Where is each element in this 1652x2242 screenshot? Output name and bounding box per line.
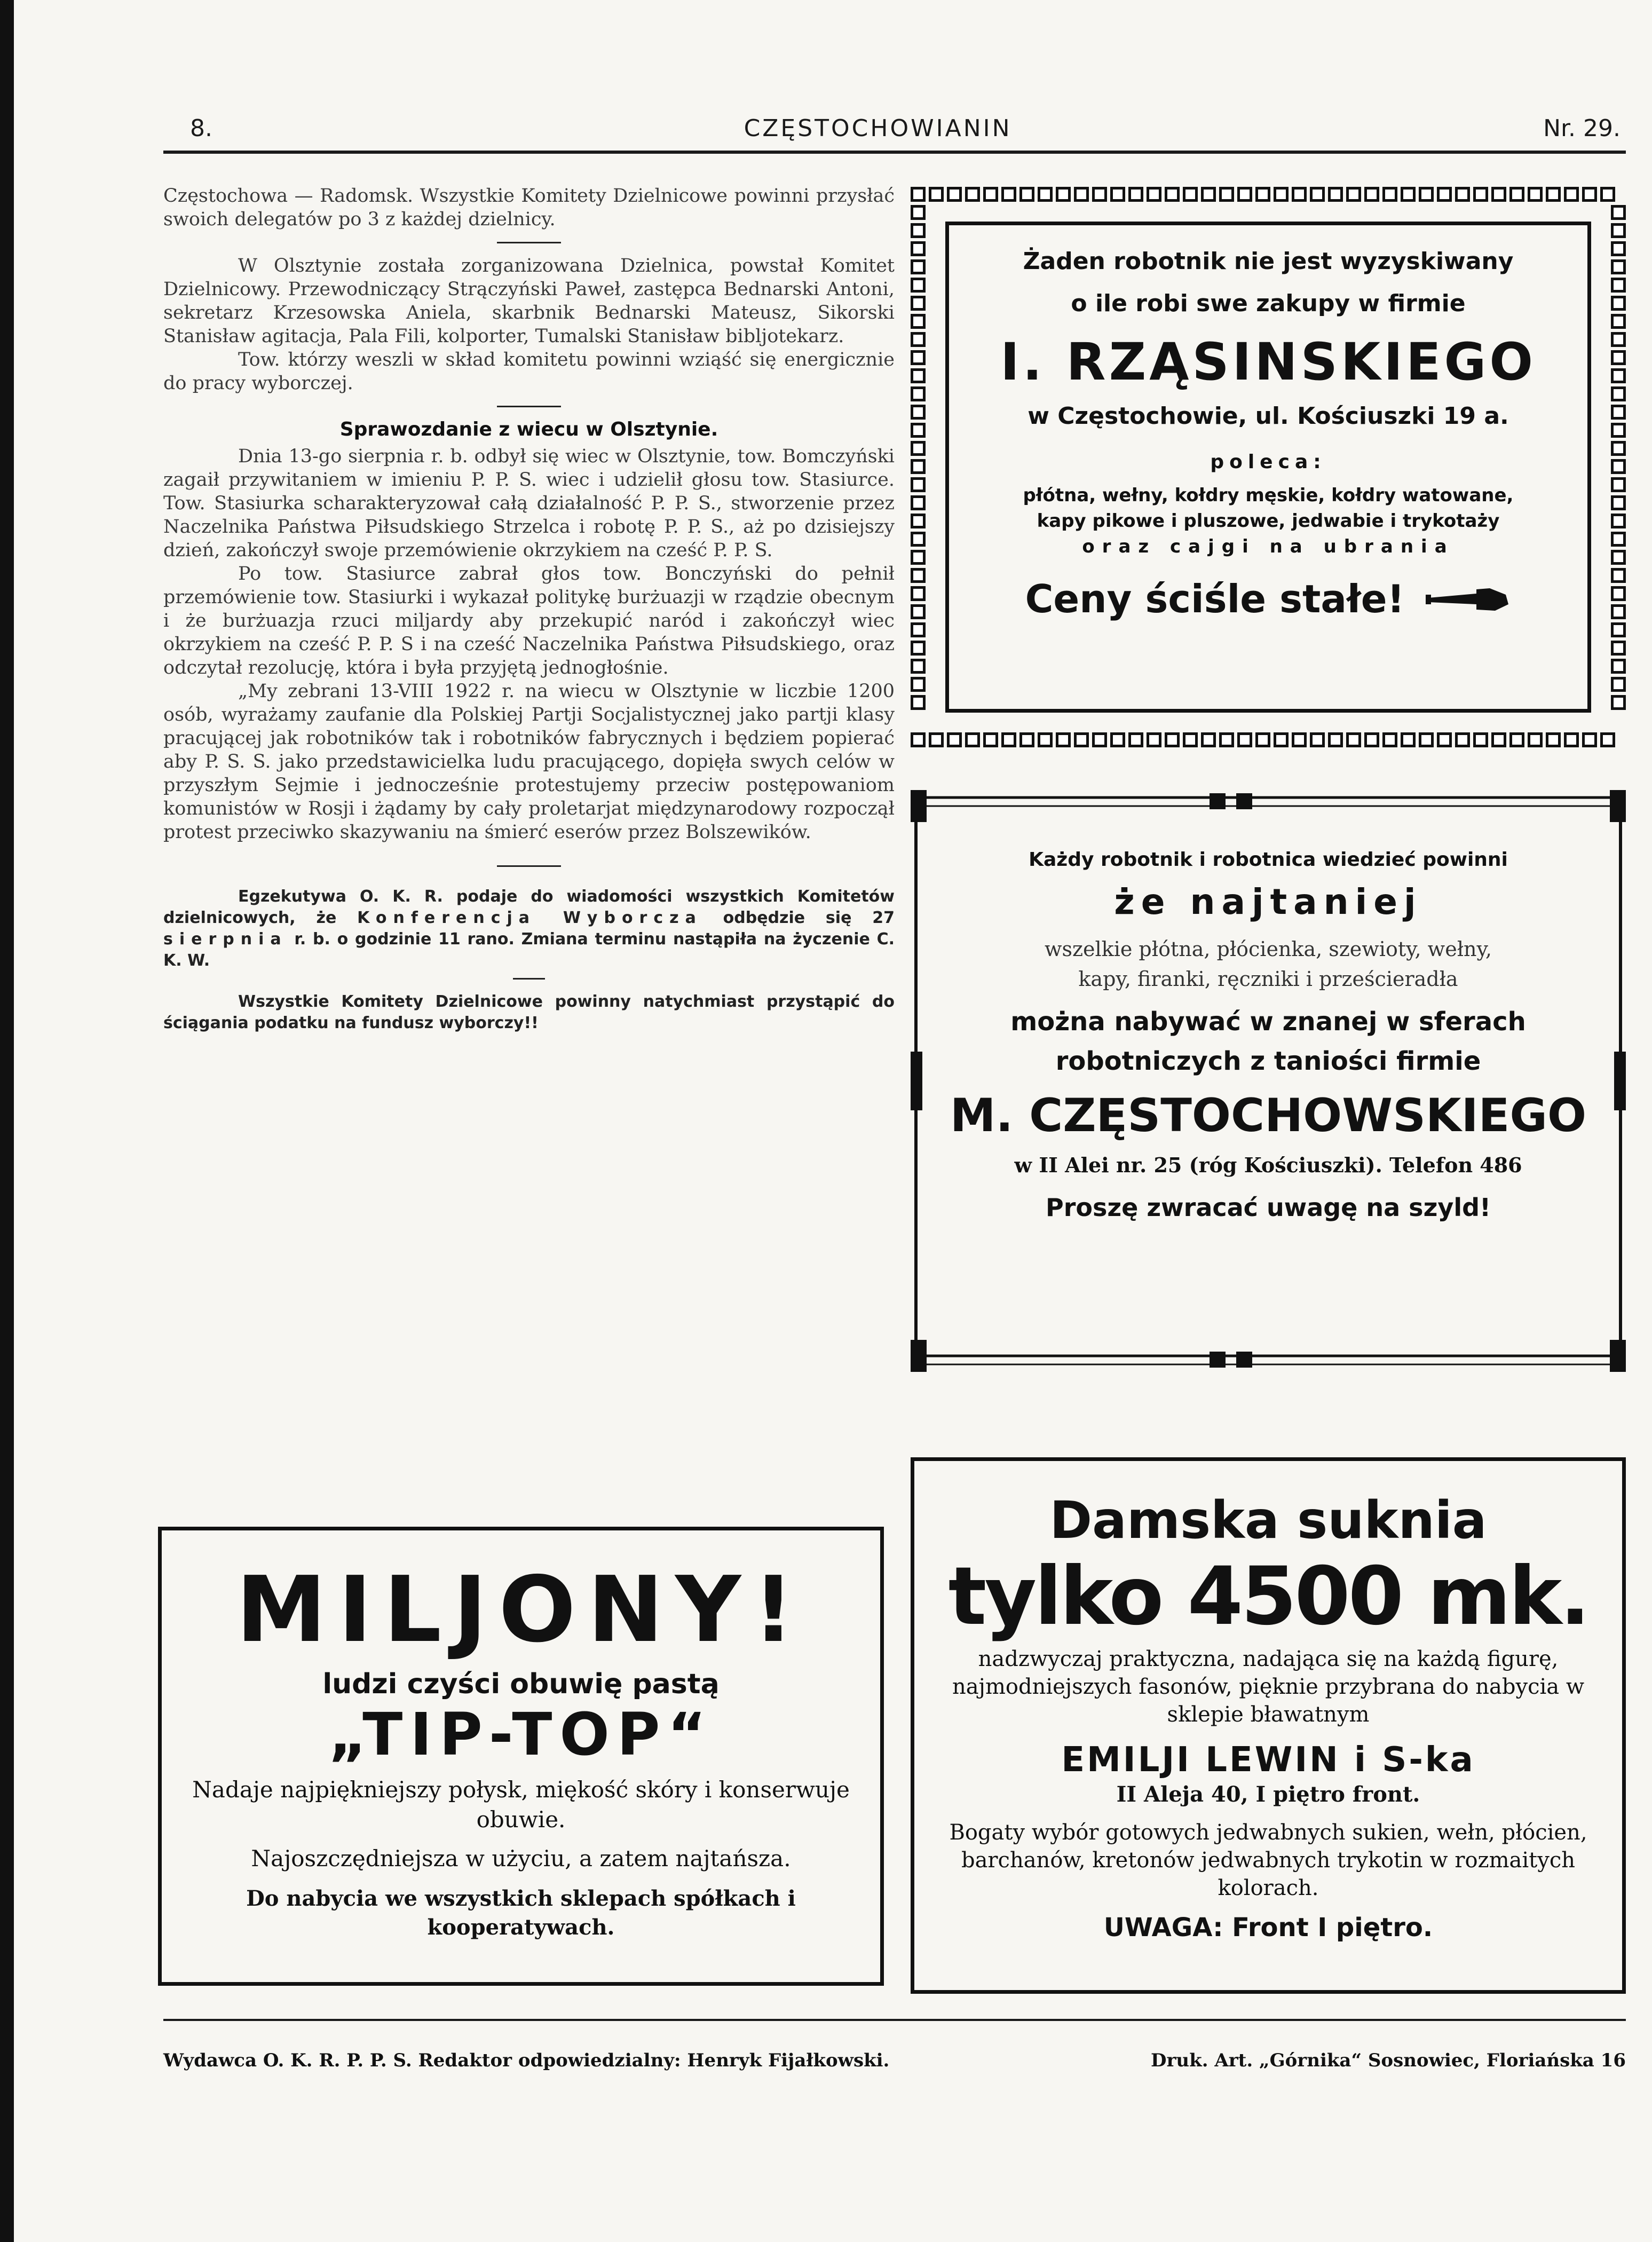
- ad-line: poleca:: [1210, 451, 1326, 473]
- chain-link: [1611, 568, 1626, 583]
- chain-link: [1110, 187, 1125, 202]
- chain-link: [911, 586, 926, 601]
- chain-link: [1473, 187, 1488, 202]
- chain-link: [1147, 187, 1161, 202]
- chain-link: [1611, 586, 1626, 601]
- chain-link: [1001, 187, 1016, 202]
- chain-link: [1611, 241, 1626, 256]
- chain-link: [1611, 459, 1626, 474]
- issue-number: Nr. 29.: [1543, 114, 1621, 142]
- ad-lewin: [911, 1457, 1626, 1994]
- chain-link: [1419, 732, 1434, 747]
- chain-link: [1019, 187, 1034, 202]
- chain-link: [1582, 187, 1597, 202]
- chain-link: [911, 677, 926, 692]
- chain-link: [911, 732, 926, 747]
- article-paragraph: W Olsztynie została zorganizowana Dzielnica, powstał Komitet Dzielnicowy. Przewodniczący Strączyński Paweł, zastępca Bednarski Antoni, sekretarz Krzesowska Aniela, skarbnik Bednarski Mateusz, Sikorski Stanisław agitacja, Pala Fili, kolporter, Tumalski Stanisław bibljotekarz.: [163, 255, 895, 347]
- brand-name: „TIP-TOP“: [328, 1700, 714, 1769]
- chain-link: [911, 659, 926, 674]
- chain-link: [1611, 495, 1626, 510]
- ad-line: Każdy robotnik i robotnica wiedzieć powinni: [1029, 849, 1508, 871]
- firm-address: w Częstochowie, ul. Kościuszki 19 a.: [1027, 402, 1509, 430]
- article-paragraph: Tow. którzy weszli w skład komitetu powinni wziąść się energicznie do pracy wyborczej.: [163, 349, 895, 394]
- ad-line: Proszę zwracać uwagę na szyld!: [1046, 1193, 1491, 1222]
- section-divider: [497, 865, 561, 867]
- chain-link: [1611, 259, 1626, 274]
- chain-link: [1437, 187, 1452, 202]
- footer-rule: [163, 2019, 1626, 2021]
- chain-link: [929, 732, 944, 747]
- ad-headline: MILJONY!: [236, 1557, 806, 1663]
- chain-link: [1255, 187, 1270, 202]
- ad-czestochowski-content: [943, 849, 1594, 1308]
- chain-link: [1364, 187, 1379, 202]
- ad-line: robotniczych z taniości firmie: [1055, 1046, 1481, 1076]
- ad-line: Żaden robotnik nie jest wyzyskiwany: [1023, 248, 1514, 275]
- ad-price: tylko 4500 mk.: [948, 1550, 1588, 1643]
- chain-link: [1564, 732, 1579, 747]
- chain-link: [911, 405, 926, 420]
- chain-link: [911, 205, 926, 220]
- ad-line: Najoszczędniejsza w użyciu, a zatem najtańsza.: [251, 1845, 791, 1872]
- chain-link: [1546, 187, 1561, 202]
- chain-link: [911, 259, 926, 274]
- chain-link: [1564, 187, 1579, 202]
- chain-link: [1237, 732, 1252, 747]
- chain-link: [1611, 532, 1626, 547]
- chain-link: [1165, 187, 1180, 202]
- ad-line: ludzi czyści obuwię pastą: [322, 1668, 720, 1700]
- chain-link: [1147, 732, 1161, 747]
- chain-link: [1056, 187, 1071, 202]
- chain-link: [1611, 296, 1626, 311]
- chain-link: [911, 278, 926, 293]
- chain-link: [1491, 732, 1506, 747]
- ad-rzasinski: [911, 187, 1626, 747]
- chain-link: [1128, 187, 1143, 202]
- chain-link: [911, 423, 926, 438]
- article-paragraph: Po tow. Stasiurce zabrał głos tow. Bonczyński do pełnił przemówienie tow. Stasiurki i wykazał politykę burżuazji w rządzie obecnym i że burżuazja rzuci miljardy aby przekupić naród i zakończył wiec okrzykiem na cześć P. P. S i na cześć Naczelnika Państwa Piłsudskiego, oraz odczytał rezolucję, która i była przyjętą jednogłośnie.: [163, 563, 895, 678]
- header-rule: [163, 151, 1626, 154]
- chain-link: [911, 368, 926, 383]
- printer-line: Druk. Art. „Górnika“ Sosnowiec, Floriańska 16: [1151, 2050, 1626, 2071]
- chain-link: [1310, 187, 1325, 202]
- ad-czestochowski: [911, 790, 1626, 1372]
- chain-link: [1611, 386, 1626, 401]
- chain-link: [983, 187, 998, 202]
- chain-link: [1582, 732, 1597, 747]
- chain-link: [1600, 732, 1615, 747]
- page-footer: [163, 2044, 1626, 2077]
- chain-link: [1201, 732, 1216, 747]
- ad-line: Bogaty wybór gotowych jedwabnych sukien, wełn, płócien, barchanów, kretonów jedwabnych trykotin w rozmaitych kolorach.: [949, 1820, 1587, 1900]
- chain-link: [1455, 732, 1470, 747]
- section-divider: [513, 978, 545, 980]
- chain-link: [1546, 732, 1561, 747]
- firm-name: M. CZĘSTOCHOWSKIEGO: [950, 1089, 1587, 1142]
- chain-link: [1274, 732, 1289, 747]
- chain-link: [1419, 187, 1434, 202]
- ad-line: kapy, firanki, ręczniki i prześcieradła: [1078, 967, 1458, 991]
- chain-link: [1328, 732, 1343, 747]
- notice-paragraph: Egzekutywa O. K. R. podaje do wiadomości wszystkich Komitetów dzielnicowych, że Konferencja Wyborcza odbędzie się 27 sierpnia r. b. o godzinie 11 rano. Zmiana terminu nastąpiła na życzenie C. K. W.: [163, 887, 895, 970]
- ad-tiptop: [158, 1527, 884, 1986]
- chain-link: [911, 223, 926, 238]
- article-column: [163, 184, 895, 1034]
- firm-address: w II Alei nr. 25 (róg Kościuszki). Telefon 486: [1014, 1153, 1522, 1177]
- chain-link: [1364, 732, 1379, 747]
- chain-link: [911, 514, 926, 528]
- chain-link: [1528, 732, 1543, 747]
- ornamental-border-left: [911, 205, 926, 710]
- chain-link: [1274, 187, 1289, 202]
- chain-link: [1401, 732, 1416, 747]
- chain-link: [965, 732, 980, 747]
- chain-link: [1310, 732, 1325, 747]
- chain-link: [1509, 187, 1524, 202]
- section-divider: [497, 406, 561, 407]
- chain-link: [1611, 695, 1626, 710]
- chain-link: [1056, 732, 1071, 747]
- resolution-paragraph: „My zebrani 13-VIII 1922 r. na wiecu w Olsztynie w liczbie 1200 osób, wyrażamy zaufanie dla Polskiej Partji Socjalistycznej jako partji klasy pracującej jak robotników tak i robotników fabrycznych i będziem popierać aby P. S. S. jako przedstawicielka ludu pracującego, dopięła swych celów w przyszłym Sejmie i jednocześnie protestujemy przeciw postępowaniom komunistów w Rosji i żądamy by cały proletarjat międzynarodowy rozpoczął protest przeciwko skazywaniu na śmierć eserów przez Bolszewików.: [163, 681, 895, 843]
- ad-line: Do nabycia we wszystkich sklepach spółkach i kooperatywach.: [246, 1886, 796, 1940]
- chain-link: [1611, 622, 1626, 637]
- ad-line: że najtaniej: [1114, 881, 1422, 922]
- chain-link: [1183, 732, 1198, 747]
- chain-link: [911, 441, 926, 456]
- chain-link: [911, 495, 926, 510]
- ornamental-border-bottom: [911, 732, 1615, 747]
- chain-link: [911, 695, 926, 710]
- chain-link: [1611, 223, 1626, 238]
- chain-link: [1074, 187, 1089, 202]
- chain-link: [1437, 732, 1452, 747]
- chain-link: [911, 241, 926, 256]
- ad-line: można nabywać w znanej w sferach: [1010, 1007, 1526, 1037]
- chain-link: [1219, 187, 1234, 202]
- chain-link: [1611, 677, 1626, 692]
- article-paragraph: Dnia 13-go sierpnia r. b. odbył się wiec w Olsztynie, tow. Bomczyński zagaił przywitaniem w imieniu P. P. S. wiec i udzielił głosu tow. Stasiurce. Tow. Stasiurka scharakteryzował całą działalność P. P. S., stworzenie przez Naczelnika Państwa Piłsudskiego Strzelca i robotę P. P. S., aż po dzisiejszy dzień, zakończył swoje przemówienie okrzykiem na cześć P. P. S.: [163, 446, 895, 561]
- goods-line: płótna, wełny, kołdry męskie, kołdry watowane,: [1023, 485, 1514, 506]
- chain-link: [1038, 187, 1053, 202]
- goods-line: kapy pikowe i pluszowe, jedwabie i trykotaży: [1037, 510, 1500, 532]
- ad-line: Nadaje najpiękniejszy połysk, miękość skóry i konserwuje obuwie.: [192, 1777, 850, 1833]
- chain-link: [911, 386, 926, 401]
- article-paragraph: Częstochowa — Radomsk. Wszystkie Komitety Dzielnicowe powinni przysłać swoich delegatów po 3 z każdej dzielnicy.: [163, 185, 895, 230]
- chain-link: [1219, 732, 1234, 747]
- publisher-line: Wydawca O. K. R. P. P. S. Redaktor odpowiedzialny: Henryk Fijałkowski.: [163, 2050, 890, 2071]
- ornamental-border-right: [1611, 205, 1626, 710]
- chain-link: [911, 296, 926, 311]
- ad-line: o ile robi swe zakupy w firmie: [1071, 290, 1466, 317]
- chain-link: [1074, 732, 1089, 747]
- chain-link: [911, 459, 926, 474]
- chain-link: [911, 568, 926, 583]
- chain-link: [1611, 641, 1626, 656]
- chain-link: [1611, 368, 1626, 383]
- chain-link: [1611, 604, 1626, 619]
- goods-line: oraz cajgi na ubrania: [1082, 536, 1455, 557]
- ad-notice: UWAGA: Front I piętro.: [1103, 1913, 1433, 1943]
- ad-headline: Damska suknia: [1049, 1490, 1487, 1550]
- section-divider: [497, 242, 561, 243]
- chain-link: [1292, 187, 1307, 202]
- chain-link: [1183, 187, 1198, 202]
- firm-address: II Aleja 40, I piętro front.: [1116, 1782, 1420, 1807]
- chain-link: [1600, 187, 1615, 202]
- chain-link: [1128, 732, 1143, 747]
- firm-name: EMILJI LEWIN i S-ka: [1061, 1740, 1475, 1780]
- chain-link: [911, 550, 926, 565]
- chain-link: [911, 350, 926, 365]
- chain-link: [1165, 732, 1180, 747]
- ad-line: nadzwyczaj praktyczna, nadająca się na każdą figurę, najmodniejszych fasonów, pięknie przybrana do nabycia w sklepie bławatnym: [952, 1647, 1585, 1727]
- chain-link: [1292, 732, 1307, 747]
- chain-link: [911, 604, 926, 619]
- prices-text: Ceny ściśle stałe!: [1025, 577, 1405, 621]
- chain-link: [1611, 205, 1626, 220]
- chain-link: [1473, 732, 1488, 747]
- chain-link: [947, 187, 962, 202]
- chain-link: [911, 332, 926, 347]
- chain-link: [1201, 187, 1216, 202]
- chain-link: [911, 641, 926, 656]
- ad-rzasinski-frame: [945, 222, 1591, 713]
- chain-link: [1611, 514, 1626, 528]
- chain-link: [911, 532, 926, 547]
- chain-link: [1491, 187, 1506, 202]
- ornamental-border-top: [911, 187, 1615, 202]
- chain-link: [983, 732, 998, 747]
- chain-link: [1528, 187, 1543, 202]
- chain-link: [1455, 187, 1470, 202]
- chain-link: [911, 314, 926, 329]
- chain-link: [1611, 405, 1626, 420]
- article-heading: Sprawozdanie z wiecu w Olsztynie.: [339, 419, 718, 440]
- chain-link: [1611, 477, 1626, 492]
- chain-link: [965, 187, 980, 202]
- chain-link: [1328, 187, 1343, 202]
- chain-link: [1611, 659, 1626, 674]
- chain-link: [1382, 187, 1397, 202]
- prices-line: [949, 577, 1587, 621]
- chain-link: [1611, 332, 1626, 347]
- chain-link: [1110, 732, 1125, 747]
- chain-link: [1401, 187, 1416, 202]
- page-number: 8.: [190, 114, 212, 142]
- chain-link: [947, 732, 962, 747]
- chain-link: [1611, 550, 1626, 565]
- chain-link: [1001, 732, 1016, 747]
- chain-link: [1092, 187, 1107, 202]
- chain-link: [1611, 278, 1626, 293]
- chain-link: [1382, 732, 1397, 747]
- chain-link: [1611, 441, 1626, 456]
- chain-link: [1611, 314, 1626, 329]
- pointing-hand-icon: [1426, 583, 1511, 615]
- notice-paragraph: Wszystkie Komitety Dzielnicowe powinny natychmiast przystąpić do ściągania podatku na fundusz wyborczy!!: [163, 992, 895, 1032]
- chain-link: [1611, 350, 1626, 365]
- chain-link: [1092, 732, 1107, 747]
- page-header: [190, 109, 1621, 147]
- chain-link: [1509, 732, 1524, 747]
- chain-link: [1038, 732, 1053, 747]
- ad-line: wszelkie płótna, płócienka, szewioty, wełny,: [1044, 937, 1492, 961]
- chain-link: [1237, 187, 1252, 202]
- chain-link: [911, 477, 926, 492]
- chain-link: [911, 622, 926, 637]
- chain-link: [911, 187, 926, 202]
- chain-link: [1255, 732, 1270, 747]
- firm-name: I. RZĄSINSKIEGO: [1000, 332, 1536, 392]
- chain-link: [1611, 423, 1626, 438]
- chain-link: [1346, 187, 1361, 202]
- chain-link: [1019, 732, 1034, 747]
- newspaper-title: CZĘSTOCHOWIANIN: [744, 114, 1012, 142]
- chain-link: [1346, 732, 1361, 747]
- chain-link: [929, 187, 944, 202]
